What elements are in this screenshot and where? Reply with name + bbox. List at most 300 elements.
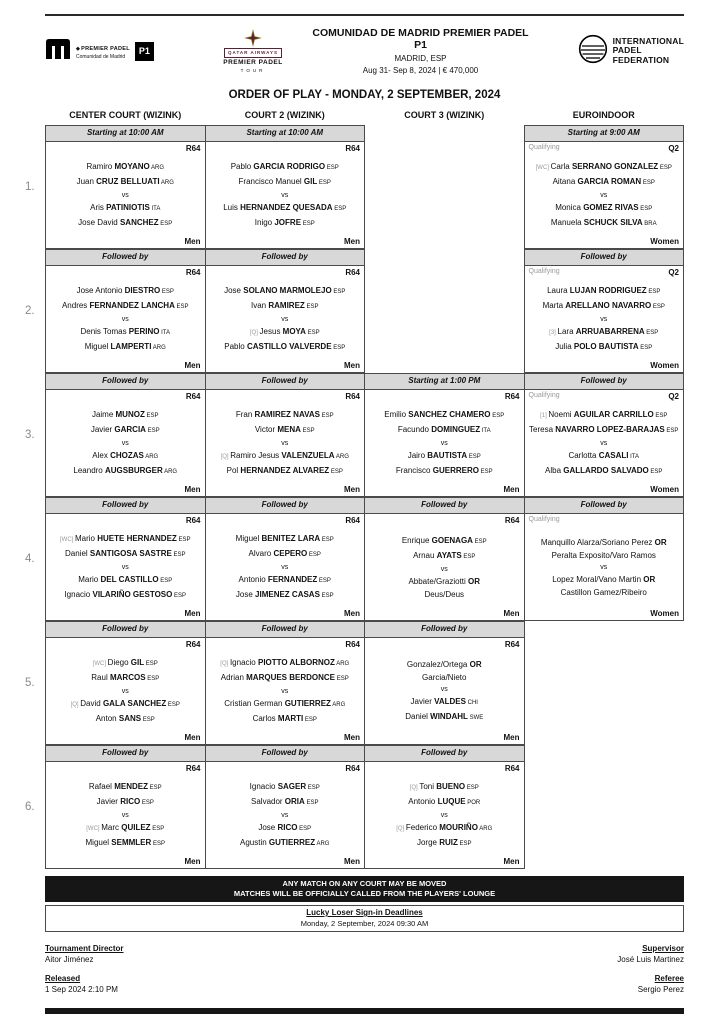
released-block xyxy=(45,974,124,994)
player-last-name: BENITEZ LARA xyxy=(261,533,321,543)
round-code: R64 xyxy=(185,392,201,401)
country-code: ESP xyxy=(465,784,479,791)
signature-right-column xyxy=(617,944,684,994)
player-line xyxy=(526,325,683,340)
slot-time-header: Starting at 10:00 AM xyxy=(45,125,206,142)
country-code: ESP xyxy=(304,303,319,310)
gender-label: Men xyxy=(184,857,201,866)
fip-logo-text xyxy=(613,37,684,66)
supervisor-name: José Luis Martinez xyxy=(617,955,684,964)
country-code: ESP xyxy=(319,592,334,599)
player-last-name: DEL CASTILLO xyxy=(100,574,159,584)
schedule-slot xyxy=(205,621,366,745)
slot-time-header: Followed by xyxy=(45,621,206,638)
player-last-name: VALENZUELA xyxy=(281,450,335,460)
player-line xyxy=(526,573,683,586)
match-box xyxy=(364,389,525,497)
qualifying-label: Qualifying xyxy=(528,516,560,523)
player-first-name: Arnau xyxy=(413,550,437,560)
player-last-name: LUJAN RODRIGUEZ xyxy=(569,285,647,295)
vs-label: vs xyxy=(121,563,129,571)
round-code: R64 xyxy=(345,640,360,649)
player-first-name: Mario xyxy=(78,574,101,584)
player-line xyxy=(47,712,204,727)
match-teams xyxy=(47,650,204,732)
slot-time-header: Followed by xyxy=(205,373,366,390)
match-box xyxy=(45,513,206,621)
order-of-play-title: ORDER OF PLAY - MONDAY, 2 SEPTEMBER, 2024 xyxy=(228,89,501,101)
gender-label: Men xyxy=(344,361,360,370)
gender-label: Men xyxy=(344,237,360,246)
player-line xyxy=(366,836,523,851)
notice-line-2: MATCHES WILL BE OFFICIALLY CALLED FROM THE PLAYERS' LOUNGE xyxy=(233,889,496,898)
player-last-name: GARCIA RODRIGO xyxy=(253,161,326,171)
match-teams xyxy=(207,526,364,608)
player-line xyxy=(207,795,364,810)
country-code: ESP xyxy=(664,427,679,434)
slot-time-header: Starting at 9:00 AM xyxy=(524,125,685,142)
row-number: 1. xyxy=(25,181,35,193)
player-line xyxy=(207,201,364,216)
fip-logo xyxy=(532,34,684,69)
player-last-name: ARELLANO NAVARRO xyxy=(565,300,652,310)
tournament-director-label: Tournament Director xyxy=(45,944,124,953)
player-line xyxy=(366,534,523,549)
country-code: ESP xyxy=(490,412,505,419)
player-tag: [WC] xyxy=(535,164,551,171)
lucky-loser-deadline-value: Monday, 2 September, 2024 09:30 AM xyxy=(300,919,429,928)
player-line xyxy=(207,160,364,175)
player-line xyxy=(526,536,683,549)
round-code: Q2 xyxy=(668,144,679,153)
slot-time-header: Followed by xyxy=(524,373,685,390)
player-first-name: Jesus xyxy=(259,326,283,336)
player-first-name: Aitana xyxy=(552,176,578,186)
player-last-name: CASTILLO VALVERDE xyxy=(246,341,332,351)
player-line xyxy=(366,695,523,710)
player-line xyxy=(47,408,204,423)
player-last-name: SERRANO GONZALEZ xyxy=(571,161,659,171)
tournament-director-name: Aitor Jiménez xyxy=(45,955,94,964)
player-first-name: Carlos xyxy=(252,713,278,723)
country-code: ESP xyxy=(644,329,659,336)
round-code: R64 xyxy=(185,764,201,773)
player-first-name: Cristian German xyxy=(224,698,285,708)
country-code: ESP xyxy=(141,716,155,723)
slot-time-header: Followed by xyxy=(205,249,366,266)
schedule-slot xyxy=(205,497,366,621)
country-code: SWE xyxy=(467,714,484,721)
match-teams xyxy=(47,526,204,608)
match-box xyxy=(205,637,366,745)
player-first-name: Aris xyxy=(90,202,107,212)
court-title: COURT 3 (WIZINK) xyxy=(404,110,485,120)
round-code: R64 xyxy=(504,516,520,525)
signature-section xyxy=(45,944,684,994)
player-line xyxy=(366,423,523,438)
player-tag: [Q] xyxy=(249,329,260,336)
country-code: ESP xyxy=(303,716,317,723)
player-first-name: Miguel xyxy=(85,837,112,847)
row-number: 2. xyxy=(25,305,35,317)
player-line xyxy=(207,656,364,671)
player-first-name: Alex xyxy=(92,450,111,460)
tour-label: TOUR xyxy=(240,67,266,73)
lucky-loser-deadline-title: Lucky Loser Sign-in Deadlines xyxy=(306,908,423,917)
event-location: MADRID, ESP xyxy=(394,54,447,63)
player-last-name: RAMIREZ NAVAS xyxy=(254,409,320,419)
player-first-name: Ramiro xyxy=(86,161,115,171)
row-number: 6. xyxy=(25,801,35,813)
schedule-slot xyxy=(364,249,525,373)
player-first-name: Teresa xyxy=(529,424,556,434)
round-code: R64 xyxy=(345,144,360,153)
player-last-name: HUETE HERNANDEZ xyxy=(97,533,177,543)
or-label: OR xyxy=(465,576,481,586)
vs-label: vs xyxy=(121,315,129,323)
match-teams xyxy=(47,774,204,856)
supervisor-block xyxy=(617,944,684,964)
player-last-name: GUERRERO xyxy=(432,465,479,475)
player-line xyxy=(207,284,364,299)
country-code: ESP xyxy=(331,344,346,351)
country-code: ITA xyxy=(628,453,640,460)
player-line xyxy=(47,325,204,340)
player-tag: [Q] xyxy=(70,701,81,708)
player-line xyxy=(526,586,683,599)
country-code: ESP xyxy=(638,344,653,351)
player-last-name: AYATS xyxy=(436,550,462,560)
event-title-block xyxy=(309,27,532,75)
player-first-name: Pablo xyxy=(230,161,254,171)
player-line xyxy=(526,449,683,464)
player-last-name: SANCHEZ xyxy=(119,217,159,227)
schedule-slot xyxy=(205,373,366,497)
schedule-slot xyxy=(364,125,525,249)
team-placeholder-text: Abbate/Graziotti xyxy=(408,576,466,586)
country-code: ESP xyxy=(304,799,319,806)
vs-label: vs xyxy=(440,685,448,693)
match-teams xyxy=(366,402,523,484)
vs-label: vs xyxy=(121,687,129,695)
player-line xyxy=(366,408,523,423)
player-first-name: Agustin xyxy=(240,837,269,847)
country-code: ESP xyxy=(301,220,315,227)
player-first-name: Julia xyxy=(555,341,574,351)
country-code: ESP xyxy=(329,468,343,475)
player-tag: [3] xyxy=(549,329,558,336)
slot-time-header: Followed by xyxy=(205,621,366,638)
player-last-name: PERINO xyxy=(128,326,160,336)
player-last-name: MOURIÑO xyxy=(439,822,478,832)
country-code: ESP xyxy=(140,799,154,806)
court-column xyxy=(524,107,685,869)
country-code: ESP xyxy=(467,453,481,460)
match-box xyxy=(205,141,366,249)
gender-label: Men xyxy=(503,485,520,494)
player-last-name: MENA xyxy=(277,424,301,434)
gender-label: Men xyxy=(184,733,201,742)
player-line xyxy=(47,573,204,588)
country-code: ARG xyxy=(477,825,493,832)
row-number: 3. xyxy=(25,429,35,441)
player-last-name: ARRUABARRENA xyxy=(575,326,645,336)
p1-badge: P1 xyxy=(135,42,154,61)
country-code: ESP xyxy=(306,784,320,791)
country-code: ESP xyxy=(145,427,160,434)
vs-label: vs xyxy=(600,191,608,199)
gender-label: Women xyxy=(650,237,679,246)
player-line xyxy=(47,836,204,851)
schedule-slot xyxy=(205,125,366,249)
vs-label: vs xyxy=(440,439,448,447)
or-label: OR xyxy=(652,537,667,547)
notice-bar xyxy=(45,876,684,902)
country-code: ESP xyxy=(332,205,347,212)
player-last-name: RICO xyxy=(120,796,141,806)
player-last-name: GIL xyxy=(303,176,318,186)
gender-label: Men xyxy=(344,857,360,866)
country-code: ESP xyxy=(461,553,476,560)
match-box xyxy=(45,389,206,497)
player-first-name: Andres xyxy=(61,300,90,310)
player-first-name: Enrique xyxy=(401,535,432,545)
gender-label: Men xyxy=(503,609,520,618)
player-last-name: MENDEZ xyxy=(114,781,148,791)
player-line xyxy=(366,549,523,564)
player-last-name: CHOZAS xyxy=(110,450,144,460)
country-code: ARG xyxy=(143,453,159,460)
player-line xyxy=(207,216,364,231)
player-line xyxy=(366,710,523,725)
country-code: ESP xyxy=(319,412,334,419)
schedule-slot xyxy=(524,125,685,249)
gender-label: Men xyxy=(344,609,360,618)
player-last-name: GUTIERREZ xyxy=(284,698,331,708)
player-first-name: Adrian xyxy=(220,672,247,682)
court-column xyxy=(45,107,206,869)
match-box xyxy=(45,761,206,869)
schedule-slot xyxy=(364,373,525,497)
schedule-slot xyxy=(364,745,525,869)
round-code: R64 xyxy=(345,764,360,773)
court-column xyxy=(364,107,525,869)
player-line xyxy=(366,449,523,464)
country-code: ESP xyxy=(160,288,174,295)
player-line xyxy=(366,588,523,601)
round-code: R64 xyxy=(345,516,360,525)
player-line xyxy=(526,549,683,562)
schedule-slot xyxy=(524,497,685,621)
player-last-name: PATINIOTIS xyxy=(106,202,150,212)
player-line xyxy=(207,588,364,603)
player-line xyxy=(207,408,364,423)
player-last-name: AUGSBURGER xyxy=(104,465,163,475)
player-line xyxy=(526,464,683,479)
player-line xyxy=(47,175,204,190)
player-first-name: Alvaro xyxy=(248,548,274,558)
country-code: ESP xyxy=(317,577,331,584)
gender-label: Men xyxy=(184,237,201,246)
player-line xyxy=(526,408,683,423)
schedule-slot xyxy=(524,249,685,373)
player-last-name: CRUZ BELLUATI xyxy=(96,176,160,186)
slot-time-header: Followed by xyxy=(45,373,206,390)
match-box xyxy=(524,513,685,621)
country-code: ARG xyxy=(334,660,350,667)
player-first-name: Daniel xyxy=(64,548,90,558)
or-label: OR xyxy=(641,574,656,584)
player-last-name: VILARIÑO GESTOSO xyxy=(92,589,173,599)
match-box xyxy=(364,761,525,869)
country-code: ESP xyxy=(478,468,493,475)
player-line xyxy=(47,547,204,562)
player-first-name: Jose xyxy=(235,589,256,599)
player-line xyxy=(47,449,204,464)
event-title: COMUNIDAD DE MADRID PREMIER PADEL P1 xyxy=(312,27,529,51)
player-line xyxy=(366,658,523,671)
player-line xyxy=(526,216,683,231)
country-code: ESP xyxy=(638,205,653,212)
vs-label: vs xyxy=(440,565,448,573)
match-box xyxy=(364,637,525,745)
country-code: ITA xyxy=(149,205,161,212)
player-first-name: Rafael xyxy=(88,781,115,791)
player-first-name: Javier xyxy=(90,424,115,434)
country-code: ESP xyxy=(305,329,320,336)
player-line xyxy=(526,299,683,314)
team-placeholder-text: Castillon Gamez/Ribeiro xyxy=(560,587,647,597)
country-code: ESP xyxy=(166,701,180,708)
player-last-name: AGUILAR CARRILLO xyxy=(573,409,654,419)
schedule-slot xyxy=(45,621,206,745)
vs-label: vs xyxy=(281,563,289,571)
player-last-name: LUQUE xyxy=(437,796,466,806)
player-first-name: Jose xyxy=(258,822,278,832)
match-teams xyxy=(207,402,364,484)
player-line xyxy=(207,836,364,851)
match-box xyxy=(364,513,525,621)
match-teams xyxy=(207,774,364,856)
player-first-name: Juan xyxy=(76,176,97,186)
player-first-name: Facundo xyxy=(397,424,432,434)
country-code: ESP xyxy=(151,840,165,847)
player-first-name: Laura xyxy=(547,285,570,295)
match-teams xyxy=(47,278,204,360)
player-line xyxy=(526,284,683,299)
player-first-name: Pol xyxy=(226,465,241,475)
player-line xyxy=(526,340,683,355)
vs-label: vs xyxy=(440,811,448,819)
player-last-name: QUILEZ xyxy=(121,822,151,832)
player-first-name: Luis xyxy=(223,202,241,212)
country-code: ARG xyxy=(162,468,178,475)
slot-time-header: Followed by xyxy=(364,745,525,762)
signature-left-column xyxy=(45,944,124,994)
match-teams xyxy=(366,650,523,732)
match-box xyxy=(45,141,206,249)
player-tag: [1] xyxy=(540,412,549,419)
match-box xyxy=(205,761,366,869)
vs-label: vs xyxy=(281,191,289,199)
player-tag: [WC] xyxy=(92,660,108,667)
player-last-name: SEMMLER xyxy=(111,837,152,847)
gender-label: Men xyxy=(344,485,360,494)
vs-label: vs xyxy=(281,687,289,695)
premier-padel-logo-text xyxy=(76,42,130,61)
country-code: ESP xyxy=(472,538,487,545)
country-code: ESP xyxy=(648,468,663,475)
comunidad-de-madrid-label: Comunidad de Madrid xyxy=(76,53,126,60)
player-line xyxy=(366,575,523,588)
player-line xyxy=(207,423,364,438)
country-code: ESP xyxy=(457,840,472,847)
court-title: CENTER COURT (WIZINK) xyxy=(69,110,182,120)
player-first-name: Victor xyxy=(254,424,278,434)
document-header xyxy=(45,23,684,79)
player-last-name: SOLANO MARMOLEJO xyxy=(243,285,332,295)
gender-label: Men xyxy=(184,361,201,370)
player-first-name: Noemi xyxy=(548,409,574,419)
match-teams xyxy=(366,774,523,856)
player-last-name: ORIA xyxy=(284,796,305,806)
country-code: ESP xyxy=(144,660,158,667)
qatar-airways-premier-padel-tour-logo xyxy=(197,29,309,74)
country-code: ESP xyxy=(651,303,665,310)
player-first-name: Toni xyxy=(419,781,437,791)
player-line xyxy=(47,821,204,836)
vs-label: vs xyxy=(600,439,608,447)
top-rule xyxy=(45,14,684,16)
country-code: ESP xyxy=(158,220,173,227)
match-teams xyxy=(526,154,683,236)
match-teams xyxy=(526,278,683,360)
player-last-name: POLO BAUTISTA xyxy=(573,341,639,351)
schedule-slot xyxy=(45,249,206,373)
player-first-name: Francisco Manuel xyxy=(238,176,304,186)
player-line xyxy=(207,821,364,836)
referee-name: Sergio Perez xyxy=(637,985,684,994)
slot-time-header: Followed by xyxy=(45,249,206,266)
player-line xyxy=(207,547,364,562)
fip-globe-icon xyxy=(578,34,608,69)
player-last-name: GOMEZ RIVAS xyxy=(583,202,639,212)
gender-label: Women xyxy=(650,485,679,494)
slot-time-header: Starting at 10:00 AM xyxy=(205,125,366,142)
country-code: ARG xyxy=(315,840,330,847)
fip-line-2: PADEL xyxy=(612,45,642,56)
team-placeholder-text: Manquillo Alarza/Soriano Perez xyxy=(540,537,653,547)
player-first-name: David xyxy=(80,698,103,708)
vs-label: vs xyxy=(121,191,129,199)
player-line xyxy=(526,160,683,175)
player-last-name: JOFRE xyxy=(274,217,302,227)
premier-padel-monogram-icon xyxy=(45,38,71,65)
player-line xyxy=(207,780,364,795)
player-first-name: Ramiro Jesus xyxy=(230,450,282,460)
slot-time-header: Followed by xyxy=(205,745,366,762)
slot-time-header: Followed by xyxy=(45,497,206,514)
match-teams xyxy=(526,402,683,484)
player-last-name: DIESTRO xyxy=(124,285,161,295)
player-tag: [Q] xyxy=(396,825,406,832)
player-last-name: MARQUES BERDONCE xyxy=(246,672,336,682)
player-tag: [WC] xyxy=(86,825,102,832)
player-first-name: Inigo xyxy=(254,217,275,227)
player-line xyxy=(47,697,204,712)
player-last-name: GOENAGA xyxy=(431,535,473,545)
player-last-name: RUIZ xyxy=(439,837,458,847)
